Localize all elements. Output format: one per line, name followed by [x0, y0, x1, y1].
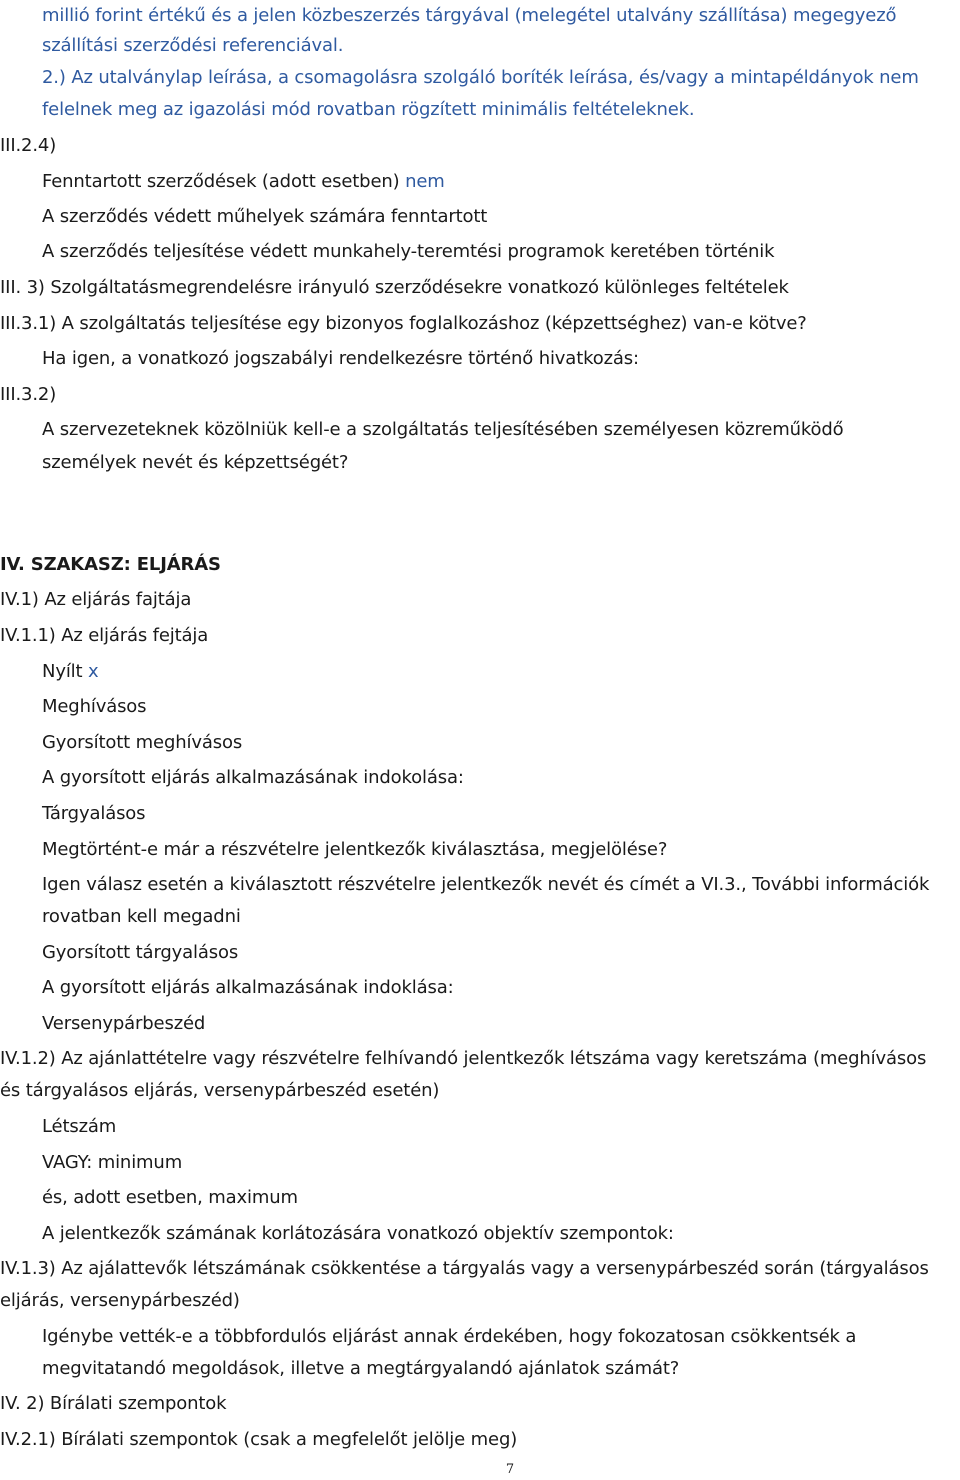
procedure-restricted: Meghívásos — [42, 696, 147, 717]
procedure-open-mark: x — [88, 661, 99, 682]
condition-2-line-1: 2.) Az utalványlap leírása, a csomagolásra szolgáló boríték leírása, és/vagy a mintapéldányok nem — [42, 67, 919, 88]
procedure-accelerated-restricted: Gyorsított meghívásos — [42, 732, 243, 753]
procedure-open-line — [42, 660, 99, 684]
multistage-question-line-2: megvitatandó megoldások, illetve a megtárgyalandó ajánlatok számát? — [42, 1358, 680, 1379]
candidates-selected-note-line-2: rovatban kell megadni — [42, 906, 241, 927]
section-heading-iv-1: IV.1) Az eljárás fajtája — [0, 589, 192, 610]
reference-text-line-1: millió forint értékű és a jelen közbeszerzés tárgyával (melegétel utalvány szállítása) megegyező — [42, 5, 897, 26]
procedure-negotiated: Tárgyalásos — [42, 803, 146, 824]
section-heading-iii-3-1: III.3.1) A szolgáltatás teljesítése egy bizonyos foglalkozáshoz (képzettséghez) van-e kötve? — [0, 313, 807, 334]
section-heading-iv-1-2-line-2: és tárgyalásos eljárás, versenypárbeszéd esetén) — [0, 1080, 440, 1101]
procedure-competitive-dialogue: Versenypárbeszéd — [42, 1013, 206, 1034]
section-heading-iii-3: III. 3) Szolgáltatásmegrendelésre irányuló szerződésekre vonatkozó különleges feltételek — [0, 277, 789, 298]
operator-maximum-line: és, adott esetben, maximum — [42, 1187, 298, 1208]
limiting-criteria-line: A jelentkezők számának korlátozására vonatkozó objektív szempontok: — [42, 1223, 674, 1244]
legal-reference-line: Ha igen, a vonatkozó jogszabályi rendelkezésre történő hivatkozás: — [42, 348, 639, 369]
section-heading-iv-1-1: IV.1.1) Az eljárás fejtája — [0, 625, 209, 646]
sheltered-workshop-line: A szerződés védett műhelyek számára fenntartott — [42, 206, 488, 227]
sheltered-programme-line: A szerződés teljesítése védett munkahely-teremtési programok keretében történik — [42, 241, 775, 262]
operator-count-line: Létszám — [42, 1116, 117, 1137]
reserved-contracts-line — [42, 170, 445, 194]
operator-minimum-line: VAGY: minimum — [42, 1152, 183, 1173]
condition-2-line-2: felelnek meg az igazolási mód rovatban rögzített minimális feltételeknek. — [42, 99, 695, 120]
section-heading-iv: IV. SZAKASZ: ELJÁRÁS — [0, 554, 221, 575]
section-heading-iv-1-2-line-1: IV.1.2) Az ajánlattételre vagy részvételre felhívandó jelentkezők létszáma vagy keretszáma (meghívásos — [0, 1048, 927, 1069]
section-heading-iv-2: IV. 2) Bírálati szempontok — [0, 1393, 227, 1414]
section-label-iii-2-4: III.2.4) — [0, 135, 57, 156]
page-number: 7 — [505, 1462, 515, 1477]
section-heading-iv-1-3-line-1: IV.1.3) Az ajálattevők létszámának csökkentése a tárgyalás vagy a versenypárbeszéd során (tárgyalásos — [0, 1258, 929, 1279]
accelerated-justification-line-2: A gyorsított eljárás alkalmazásának indoklása: — [42, 977, 454, 998]
staff-names-question-line-2: személyek nevét és képzettségét? — [42, 452, 349, 473]
section-label-iii-3-2: III.3.2) — [0, 384, 57, 405]
candidates-selected-question: Megtörtént-e már a részvételre jelentkezők kiválasztása, megjelölése? — [42, 839, 668, 860]
reserved-contracts-value: nem — [405, 171, 445, 192]
procedure-accelerated-negotiated: Gyorsított tárgyalásos — [42, 942, 239, 963]
section-heading-iv-2-1: IV.2.1) Bírálati szempontok (csak a megfelelőt jelölje meg) — [0, 1429, 518, 1450]
staff-names-question-line-1: A szervezeteknek közölniük kell-e a szolgáltatás teljesítésében személyesen közreműködő — [42, 419, 844, 440]
accelerated-justification-line: A gyorsított eljárás alkalmazásának indokolása: — [42, 767, 464, 788]
candidates-selected-note-line-1: Igen válasz esetén a kiválasztott részvételre jelentkezők nevét és címét a VI.3., További információk — [42, 874, 930, 895]
procedure-open-label: Nyílt — [42, 661, 83, 682]
reference-text-line-2: szállítási szerződési referenciával. — [42, 35, 344, 56]
multistage-question-line-1: Igénybe vették-e a többfordulós eljárást annak érdekében, hogy fokozatosan csökkentsék a — [42, 1326, 857, 1347]
reserved-contracts-label: Fenntartott szerződések (adott esetben) — [42, 171, 400, 192]
section-heading-iv-1-3-line-2: eljárás, versenypárbeszéd) — [0, 1290, 240, 1311]
